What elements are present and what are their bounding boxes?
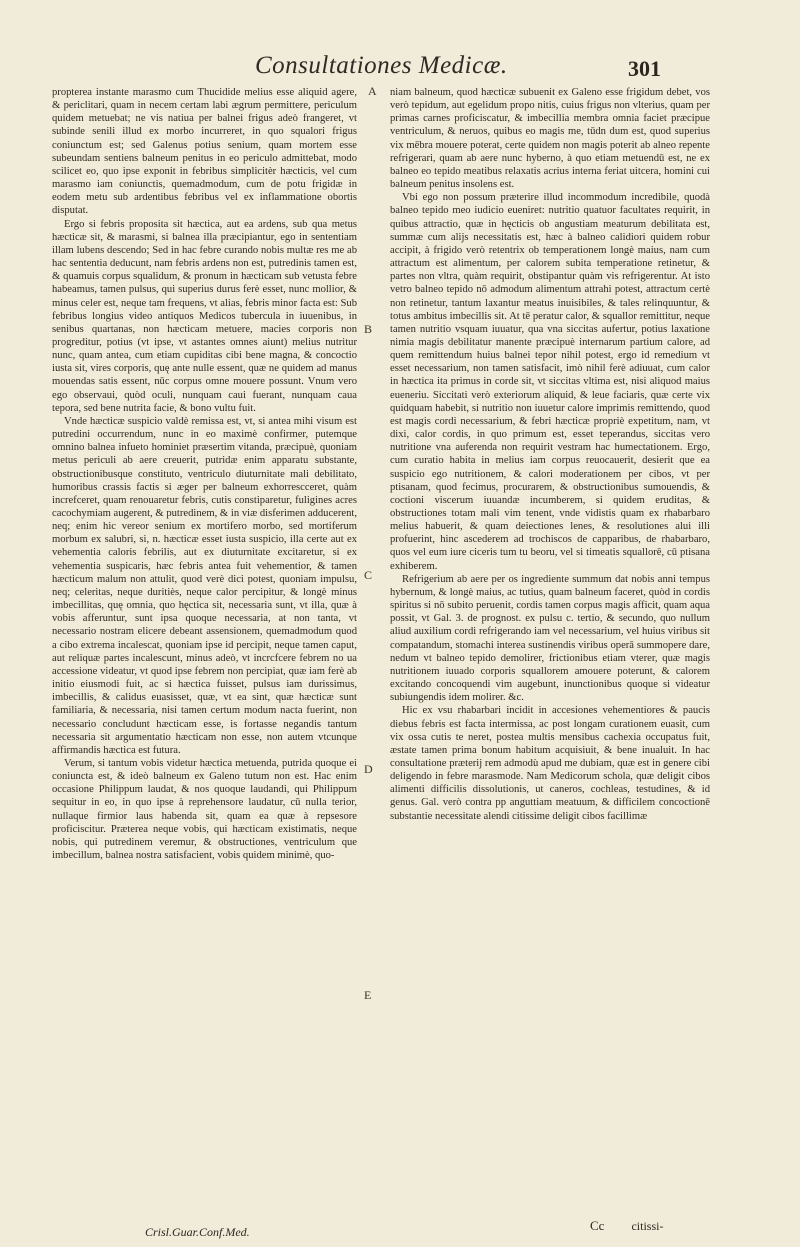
page-number: 301: [628, 56, 661, 81]
margin-marker-b: B: [364, 322, 373, 336]
right-paragraph: Refrigerium ab aere per os ingrediente summum dat nobis anni tempus hybernum, & longè maius, ac tutius, quam balneum faceret, quòd in cordis spiritus si nō subito peruenit, cordis tamen corpus magis afficit, quam aqua possit, vt Gal. 3. de prognost. ex pulsu c. tertio, & secundo, quo nullum aliud auxilium cordi refrigerando iam vel necessarium, vel huius viribus sit compatandum, stomachi interea sustinendis viribus operā summopere dare, nedum vt balneo tepido demolirer, frictionibus etiam vterer, quæ magis nutritionem iuuado corporis squallorem amouere poterunt, & calorem excitando concoquendi vim augebunt, inunctionibus quoque si videatur subiungendis idem molirer. &c.: [390, 573, 710, 704]
margin-marker-c: C: [364, 568, 373, 582]
left-paragraph: propterea instante marasmo cum Thucidide melius esse aliquid agere, & periclitari, quam in necem certam labi ægrum permittere, periculum quidem metuebat; ne vis natiua per balnei frigus adeò frangeret, vt subinde senili illud ex morbo incurreret, in quo squalori frigus coniunctum est; sed Galenus potius senium, quam mortem esse subeundam sentiens balneum penitus in eo periculo admittebat, modo scilicet eo, quo ipse exponit in febribus simplicitèr hæcticis, vel cum marasmo iam coniunctis, quemadmodum, cum de potu frigidæ in eodem metu sub ardentibus febribus vel ex inflammatione obortis disputat.: [52, 87, 357, 217]
footer-note: Crisl.Guar.Conf.Med.: [145, 1225, 250, 1239]
left-column: [52, 86, 357, 862]
signature-mark: Cc: [590, 1218, 605, 1233]
right-paragraph: niam balneum, quod hæcticæ subuenit ex Galeno esse frigidum debet, vos verò tepidum, aut egelidum propo nitis, cuius frigus non vlterius, quam per primas carnes proficiscatur, & imbecillia membra omnia faciet præcipue ventriculum, & neruos, quibus eo magis me, tūdn dum est, quod superius vix mēbra mouere poterat, certe quidem non magis poterit ab alneo repente refrigerari, quam ab aere nunc hyberno, à quo etiam metuendū est, ne ex balneo eo tepido meatibus relaxatis acrius interna feriat uitcera, homini cui balneum penitus insolens est.: [390, 87, 710, 191]
right-paragraph: Hic ex vsu rhabarbari incidit in accesiones vehementiores & paucis diebus febris est facta intermissa, ac post longam curationem euasit, cum vix ossa cutis te neret, postea multis mensibus cachexia occupatus fuit, æstate tamen prima bonum habitum acquisiuit, & bene inualuit. In hac consultatione præterij rem admodù apud me dubiam, quæ est in genere cibi deligendo in febre marasmode. Nam Medicorum schola, quæ deligit cibos alimenti difficilis dissolutionis, ut caneros, cochleas, testudines, & id genus. Gal. verò contra pp anguttiam meatuum, & difficilem concoctionē substantie necessitate alendi citissime deligit cibos facillimæ: [390, 705, 710, 822]
catchword-line: [590, 1218, 720, 1234]
catchword: citissi-: [631, 1219, 664, 1233]
right-column: [390, 86, 710, 823]
left-paragraph: Verum, si tantum vobis videtur hæctica metuenda, putrida quoque ei coniuncta est, & ideò balneum ex Galeno tutum non est. Hac enim occasione Philippum laudat, & nos quoque laudandi, qui Philippum sequitur in eo, in quo ipse à reprehensore laudatur, cū nulla terior, nullaque firmior laus habenda sit, quam ea quæ à repsesore proficiscitur. Præterea neque vobis, qui hæcticam existimatis, neque nobis, qui putredinem veremur, & obstructiones, ventriculum que imbecillum, balnea nostra satisfacient, vobis quidem minimè, quo-: [52, 757, 357, 862]
margin-marker-a: A: [368, 84, 377, 98]
left-paragraph: Ergo si febris proposita sit hæctica, aut ea ardens, sub qua metus hæcticæ sit, & marasmi, si balnea illa præcipiantur, ego in sententiam illam lubens descendo; Sed in hac febre curando nobis multæ res me ab hac sententia deducunt, nam febris ardens non est, putredinis tamen est, & quamuis corpus squalidum, & pronum in hæcticam sub vetusta febre habeamus, tamen pulsus, qui superius durus ferè esset, nunc mollior, & minus celer est, neque tam frequens, vt alias, febris minor facta est: Sub febribus longius video antiquos Medicos tubercula in iuuenibus, in senibus quartanas, non hæcticam metuere, macies corporis non progreditur, potius (vt ipse, vt astantes omnes aiunt) melius nutritur nunc, quam antea, cum etiam cupiditas cibi bene magna, & concoctio iusta sit, vires corporis, quę ante nulle essent, quæ ne quidem ad manus mouendas satis essent, nūc corpus omne mouere possunt. Vnum vero ego observaui, quòd oculi, nunquam caui fuerant, nunquam caua tepora, sed bene nutrita facie, & bono vultu fuit.: [52, 218, 357, 414]
left-paragraph: Vnde hæcticæ suspicio valdè remissa est, vt, si antea mihi visum est putredini occurrendum, nunc in eo maximè confirmer, putemque omnino balnea infueto hominiet præsertim vitanda, præcipuè, quoniam metus periculi ab aere creuerit, putridæ enim apparatu substante, obstructionibusque constituto, ventriculo diuturnitate mali debilitato, humoribus crassis factis si æger per balneum exhorrescceret, quàm increfceret, quam renouaretur febris, cutis constiparetur, fuligines acres cacochymiam augerent, & putredinem, & in viæ disferimen adducerent, neq; enim hic vereor senium ex mortifero morbo, sed mortiferum morbum ex salubri, si, n. hæcticæ esset iusta suspicio, illa certe aut ex vehementia caloris febrilis, aut ex diuturnitate excitaretur, si ex vehementia suspicaris, hæc febris antea fuit vehementior, & tamen hæcticum malum non attulit, quod verè dici potest, quoniam impulsu, neq; celeritas, neque duritiès, neque calor percipitur, & longè minus imbecillitas, quę omnia, quo hęctica sit, necessaria sunt, vt illa, quæ à vobis afferuntur, sunt ipsa quoque necessaria, at non tanta, vt necessario nostram elicere debeant assensionem, quemadmodum quod a cibo extrema incalescat, quoniam ipse id percipit, neque tamen caput, aut reliquæ partes incalescunt, minus adeò, vt incrcfcere febrem no ua accessione videatur, vt quod ipse febrem non percipiat, quæ iam ferè ab initio eiusmodi fuit, ac si hæctica fuisset, pulsus iam durissimus, imbecillis, & calidus euasisset, quæ, vt ea sint, quæ hæcticæ sunt familiaria, & necessaria, nisi tamen certum modum nacta fuerint, non necessario concludunt hæcticam esse, is fortasse negandis tantum necessaria sit argumentatio hæcticam non esse, non autem vtcunque affirmandis hæctica est futura.: [52, 415, 357, 756]
running-title: Consultationes Medicæ.: [255, 52, 508, 79]
right-paragraph: Vbi ego non possum præterire illud incommodum incredibile, quodà balneo tepido meo iudicio eueniret: nutritio quatuor facultates requirit, in quibus attractio, quæ in hęcticis ob angustiam meaturum debilitata est, summæ cum alijs necessitatis est, hæc à balneo calidiori quidem robur accipit, à frigido verò retentrix ob temperationem longè maius, nam cum attractum est alimentum, per calorem subita temperatione retinetur, & partes non vltra, quàm requirit, obstipantur quàm vis refrigerentur. At isto vetro balneo tepido nō admodum alimentum attrahi potest, attractum certè non retinetur, tantum laxantur meatus inuisibiles, & tales relinquuntur, & totus ambitus imbecillis sit. At tē peratur calor, & squallor remittitur, neque tamen nutritio vsquam iuuatur, qua vna siccitas aufertur, potius laxatione nimia magis debilitatur manente præcipuè internarum partium calore, ad quem remittendum huius balnei tepor nihil potest, ergo id remedium vt esset necessarium, non tamen satisfacit, imò nihil ferè adiuuat, cum calor in hæctica ita primus in corde sit, vt siccitas vltima est, nisi aliquod maius eueneriu. Siccitati verò exteriorum aliquid, & leue faciaris, quæ certe vix quidquam habebit, si nutritio non iuuetur calore imprimis remittendo, quod est magis cordi necessarium, & febri hæcticæ propriè expetitum, nam, vt dixi, calor cordis, in quo primum est, esset teperandus, siccitas vero nutritione vna auferenda non requirit vestram hac humectationem. Ergo, cum curatio habita in melius iam corpus reuocauerit, desierit que ea suspicio ego nutritionem, & calori moderationem per cibos, vt per ptisanam, quod fecimus, procurarem, & obstructionibus sumouendis, & coctioni viscerum iuuandæ incumberem, si quidem eruditas, & obstructiones totam mali vim tenent, vnde vidistis quam ex rhabarbaro melius habuerit, & quam deiectiones lenes, & resolutiones alui illi profuerint, hinc ascederem ad trochiscos de capparibus, de rhabarbaro, quos vel eum iure ciceris tum tu beoru, vel si timeatis squallorē, cū ptisana exhiberem.: [390, 192, 710, 572]
margin-marker-e: E: [364, 988, 372, 1002]
margin-marker-d: D: [364, 762, 373, 776]
